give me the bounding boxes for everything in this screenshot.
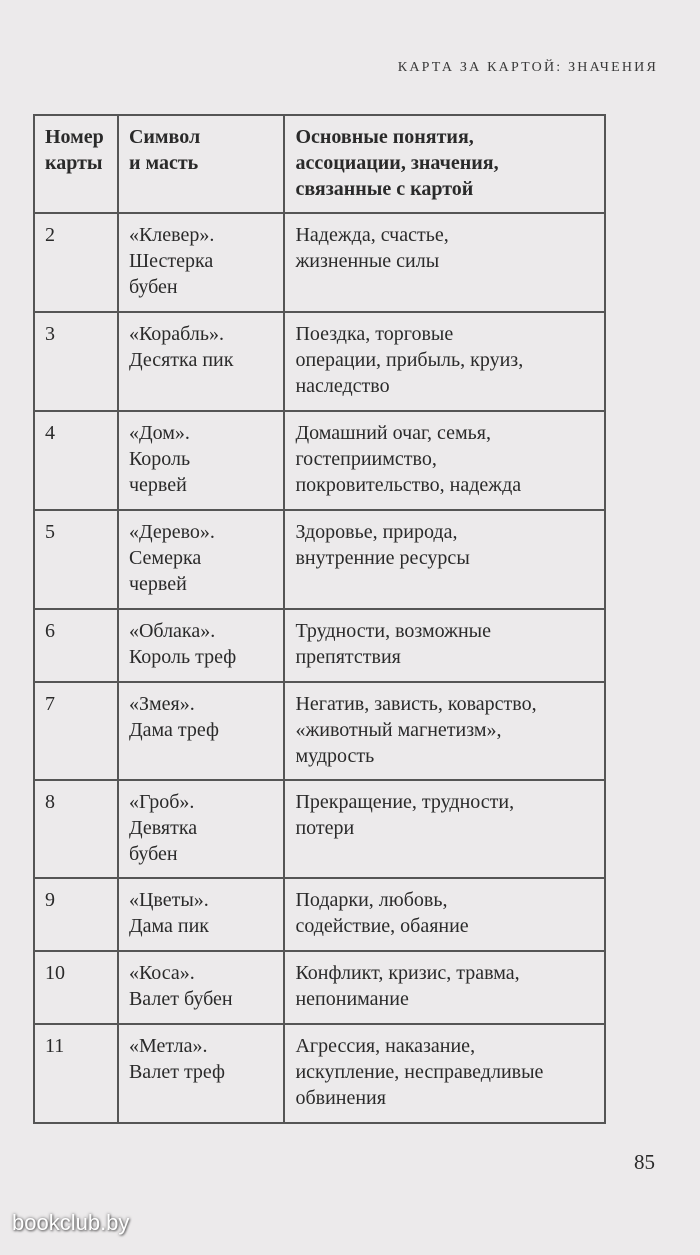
table-row xyxy=(34,213,605,312)
card-symbol-cell: «Облака». Король треф xyxy=(118,609,285,682)
page-number: 85 xyxy=(634,1150,655,1174)
header-meanings: Основные понятия, ассоциации, значения, связанные с картой xyxy=(284,115,605,213)
table-row xyxy=(34,510,605,609)
card-symbol-cell: «Корабль». Десятка пик xyxy=(118,312,285,411)
table-row xyxy=(34,780,605,878)
card-number-cell: 8 xyxy=(34,780,118,878)
card-symbol-cell: «Дерево». Семерка червей xyxy=(118,510,285,609)
card-symbol-cell: «Метла». Валет треф xyxy=(118,1024,285,1123)
card-symbol-cell: «Змея». Дама треф xyxy=(118,682,285,780)
card-meaning-cell: Подарки, любовь, содействие, обаяние xyxy=(284,878,605,951)
card-number-cell: 11 xyxy=(34,1024,118,1123)
table-row xyxy=(34,609,605,682)
table-header-row xyxy=(34,115,605,213)
card-meaning-cell: Негатив, зависть, коварство, «животный магнетизм», мудрость xyxy=(284,682,605,780)
table-row xyxy=(34,951,605,1024)
card-number-cell: 7 xyxy=(34,682,118,780)
table-row xyxy=(34,682,605,780)
card-symbol-cell: «Гроб». Девятка бубен xyxy=(118,780,285,878)
card-meaning-cell: Домашний очаг, семья, гостеприимство, покровительство, надежда xyxy=(284,411,605,510)
header-symbol-suit: Символ и масть xyxy=(118,115,285,213)
card-meaning-cell: Здоровье, природа, внутренние ресурсы xyxy=(284,510,605,609)
card-symbol-cell: «Дом». Король червей xyxy=(118,411,285,510)
table-row xyxy=(34,312,605,411)
site-watermark: bookclub.by xyxy=(12,1210,130,1235)
header-card-number: Номер карты xyxy=(34,115,118,213)
card-meanings-table xyxy=(33,114,606,1124)
card-meaning-cell: Трудности, возможные препятствия xyxy=(284,609,605,682)
card-meaning-cell: Агрессия, наказание, искупление, несправедливые обвинения xyxy=(284,1024,605,1123)
card-symbol-cell: «Клевер». Шестерка бубен xyxy=(118,213,285,312)
card-number-cell: 4 xyxy=(34,411,118,510)
card-meaning-cell: Поездка, торговые операции, прибыль, круиз, наследство xyxy=(284,312,605,411)
table-row xyxy=(34,878,605,951)
card-number-cell: 2 xyxy=(34,213,118,312)
card-meaning-cell: Надежда, счастье, жизненные силы xyxy=(284,213,605,312)
card-symbol-cell: «Коса». Валет бубен xyxy=(118,951,285,1024)
table-row xyxy=(34,411,605,510)
card-number-cell: 9 xyxy=(34,878,118,951)
card-number-cell: 3 xyxy=(34,312,118,411)
card-number-cell: 6 xyxy=(34,609,118,682)
card-meaning-cell: Конфликт, кризис, травма, непонимание xyxy=(284,951,605,1024)
card-meaning-cell: Прекращение, трудности, потери xyxy=(284,780,605,878)
card-symbol-cell: «Цветы». Дама пик xyxy=(118,878,285,951)
running-header: КАРТА ЗА КАРТОЙ: ЗНАЧЕНИЯ xyxy=(397,60,658,75)
table-row xyxy=(34,1024,605,1123)
card-number-cell: 10 xyxy=(34,951,118,1024)
card-number-cell: 5 xyxy=(34,510,118,609)
